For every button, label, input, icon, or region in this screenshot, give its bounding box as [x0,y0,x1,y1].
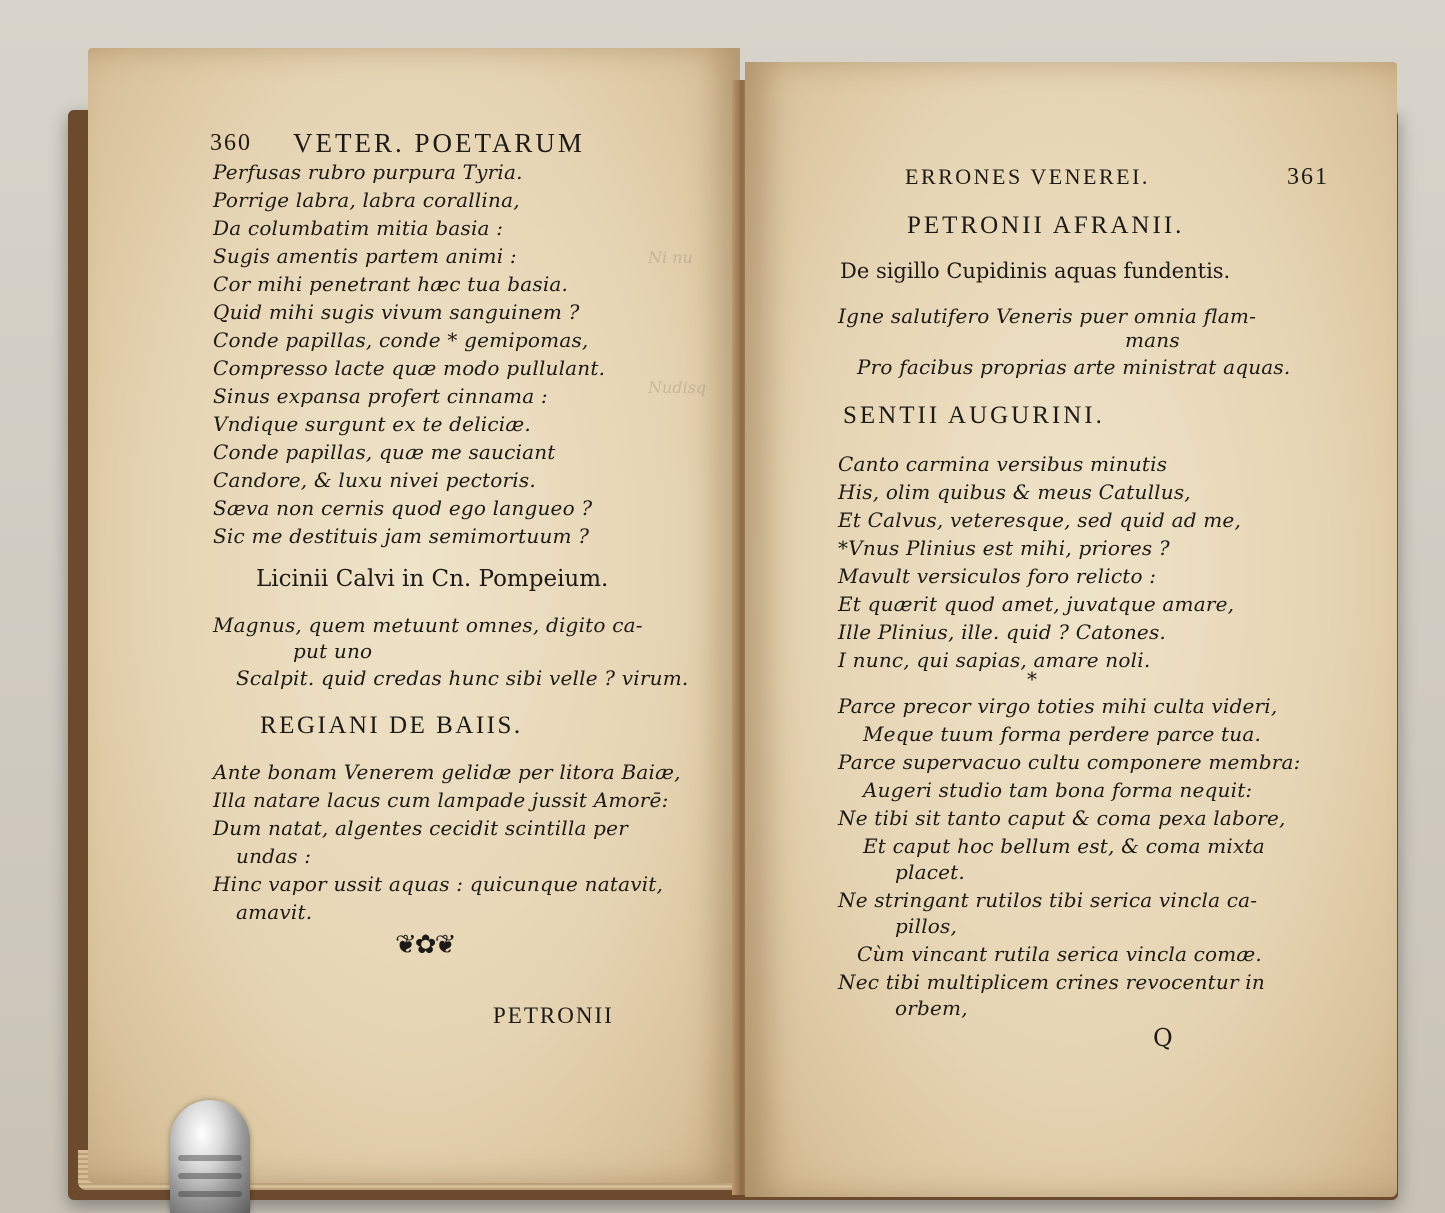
verse-line: Vndique surgunt ex te deliciæ. [213,412,531,436]
verse-line: Sic me destituis jam semimortuum ? [213,524,590,548]
verse-line: Scalpit. quid credas hunc sibi velle ? virum. [236,666,689,690]
verse-line: Meque tuum forma perdere parce tua. [863,722,1262,746]
right-page [745,62,1397,1197]
verse-line: Et Calvus, veteresque, sed quid ad me, [838,508,1242,532]
verse-line: Nec tibi multiplicem crines revocentur in [838,970,1265,994]
running-head: VETER. POETARUM [293,128,585,158]
verse-line: Sugis amentis partem animi : [213,244,517,268]
verse-line: Da columbatim mitia basia : [213,216,504,240]
verse-line: Cùm vincant rutila serica vincla comæ. [857,942,1262,966]
verse-line: Sæva non cernis quod ego langueo ? [213,496,593,520]
section-subheading: De sigillo Cupidinis aquas fundentis. [840,259,1231,283]
verse-line: Ne tibi sit tanto caput & coma pexa labore, [838,806,1286,830]
page-number: 361 [1287,164,1329,190]
verse-line: Dum natat, algentes cecidit scintilla per [213,816,628,840]
show-through-text: Nudisq [648,378,707,397]
verse-line: Ne stringant rutilos tibi serica vincla ca- [838,888,1258,912]
verse-line: Augeri studio tam bona forma nequit: [863,778,1253,802]
verse-line: orbem, [895,996,968,1020]
verse-line: placet. [895,860,965,884]
verse-line: Et quærit quod amet, juvatque amare, [838,592,1235,616]
verse-line: Sinus expansa profert cinnama : [213,384,548,408]
verse-line: Mavult versiculos foro relicto : [838,564,1157,588]
page-number: 360 [210,130,252,156]
left-page [88,48,740,1183]
verse-line: Conde papillas, quæ me sauciant [213,440,556,464]
verse-line: *Vnus Plinius est mihi, priores ? [838,536,1170,560]
verse-line: Et caput hoc bellum est, & coma mixta [863,834,1265,858]
verse-line: Illa natare lacus cum lampade jussit Amorē: [213,788,669,812]
verse-line: undas : [236,844,312,868]
verse-line: I nunc, qui sapias, amare noli. [838,648,1151,672]
verse-line: put uno [293,639,373,663]
catchword: PETRONII [493,1003,614,1028]
verse-line: Magnus, quem metuunt omnes, digito ca- [213,613,643,637]
verse-line: Quid mihi sugis vivum sanguinem ? [213,300,580,324]
verse-line: Cor mihi penetrant hæc tua basia. [213,272,569,296]
verse-line: Compresso lacte quæ modo pullulant. [213,356,606,380]
verse-line: mans [1125,328,1180,352]
verse-line: Conde papillas, conde * gemipomas, [213,328,589,352]
section-heading: PETRONII AFRANII. [907,212,1185,239]
verse-line: amavit. [236,900,313,924]
printer-ornament: ❦✿❦ [395,930,455,960]
verse-line: Ille Plinius, ille. quid ? Catones. [838,620,1166,644]
verse-line: Canto carmina versibus minutis [838,452,1168,476]
metal-page-weight [170,1100,250,1213]
verse-line: Porrige labra, labra corallina, [213,188,520,212]
section-heading: SENTII AUGURINI. [843,402,1105,429]
verse-line: Perfusas rubro purpura Tyria. [213,160,523,184]
running-head: ERRONES VENEREI. [905,164,1150,189]
section-heading: REGIANI DE BAIIS. [260,712,523,739]
show-through-text: Ni nu [648,248,693,267]
verse-line: Candore, & luxu nivei pectoris. [213,468,536,492]
verse-line: pillos, [895,914,958,938]
verse-line: Hinc vapor ussit aquas : quicunque natavit, [213,872,664,896]
verse-line: Ante bonam Venerem gelidæ per litora Baiæ, [213,760,681,784]
signature-mark: Q [1153,1024,1173,1052]
separator-asterisk: * [1027,667,1037,691]
verse-line: Igne salutifero Veneris puer omnia flam- [838,304,1257,328]
verse-line: Parce supervacuo cultu componere membra: [838,750,1301,774]
section-heading: Licinii Calvi in Cn. Pompeium. [256,566,609,592]
verse-line: Parce precor virgo toties mihi culta videri, [838,694,1278,718]
verse-line: Pro facibus proprias arte ministrat aquas. [857,355,1291,379]
verse-line: His, olim quibus & meus Catullus, [838,480,1191,504]
